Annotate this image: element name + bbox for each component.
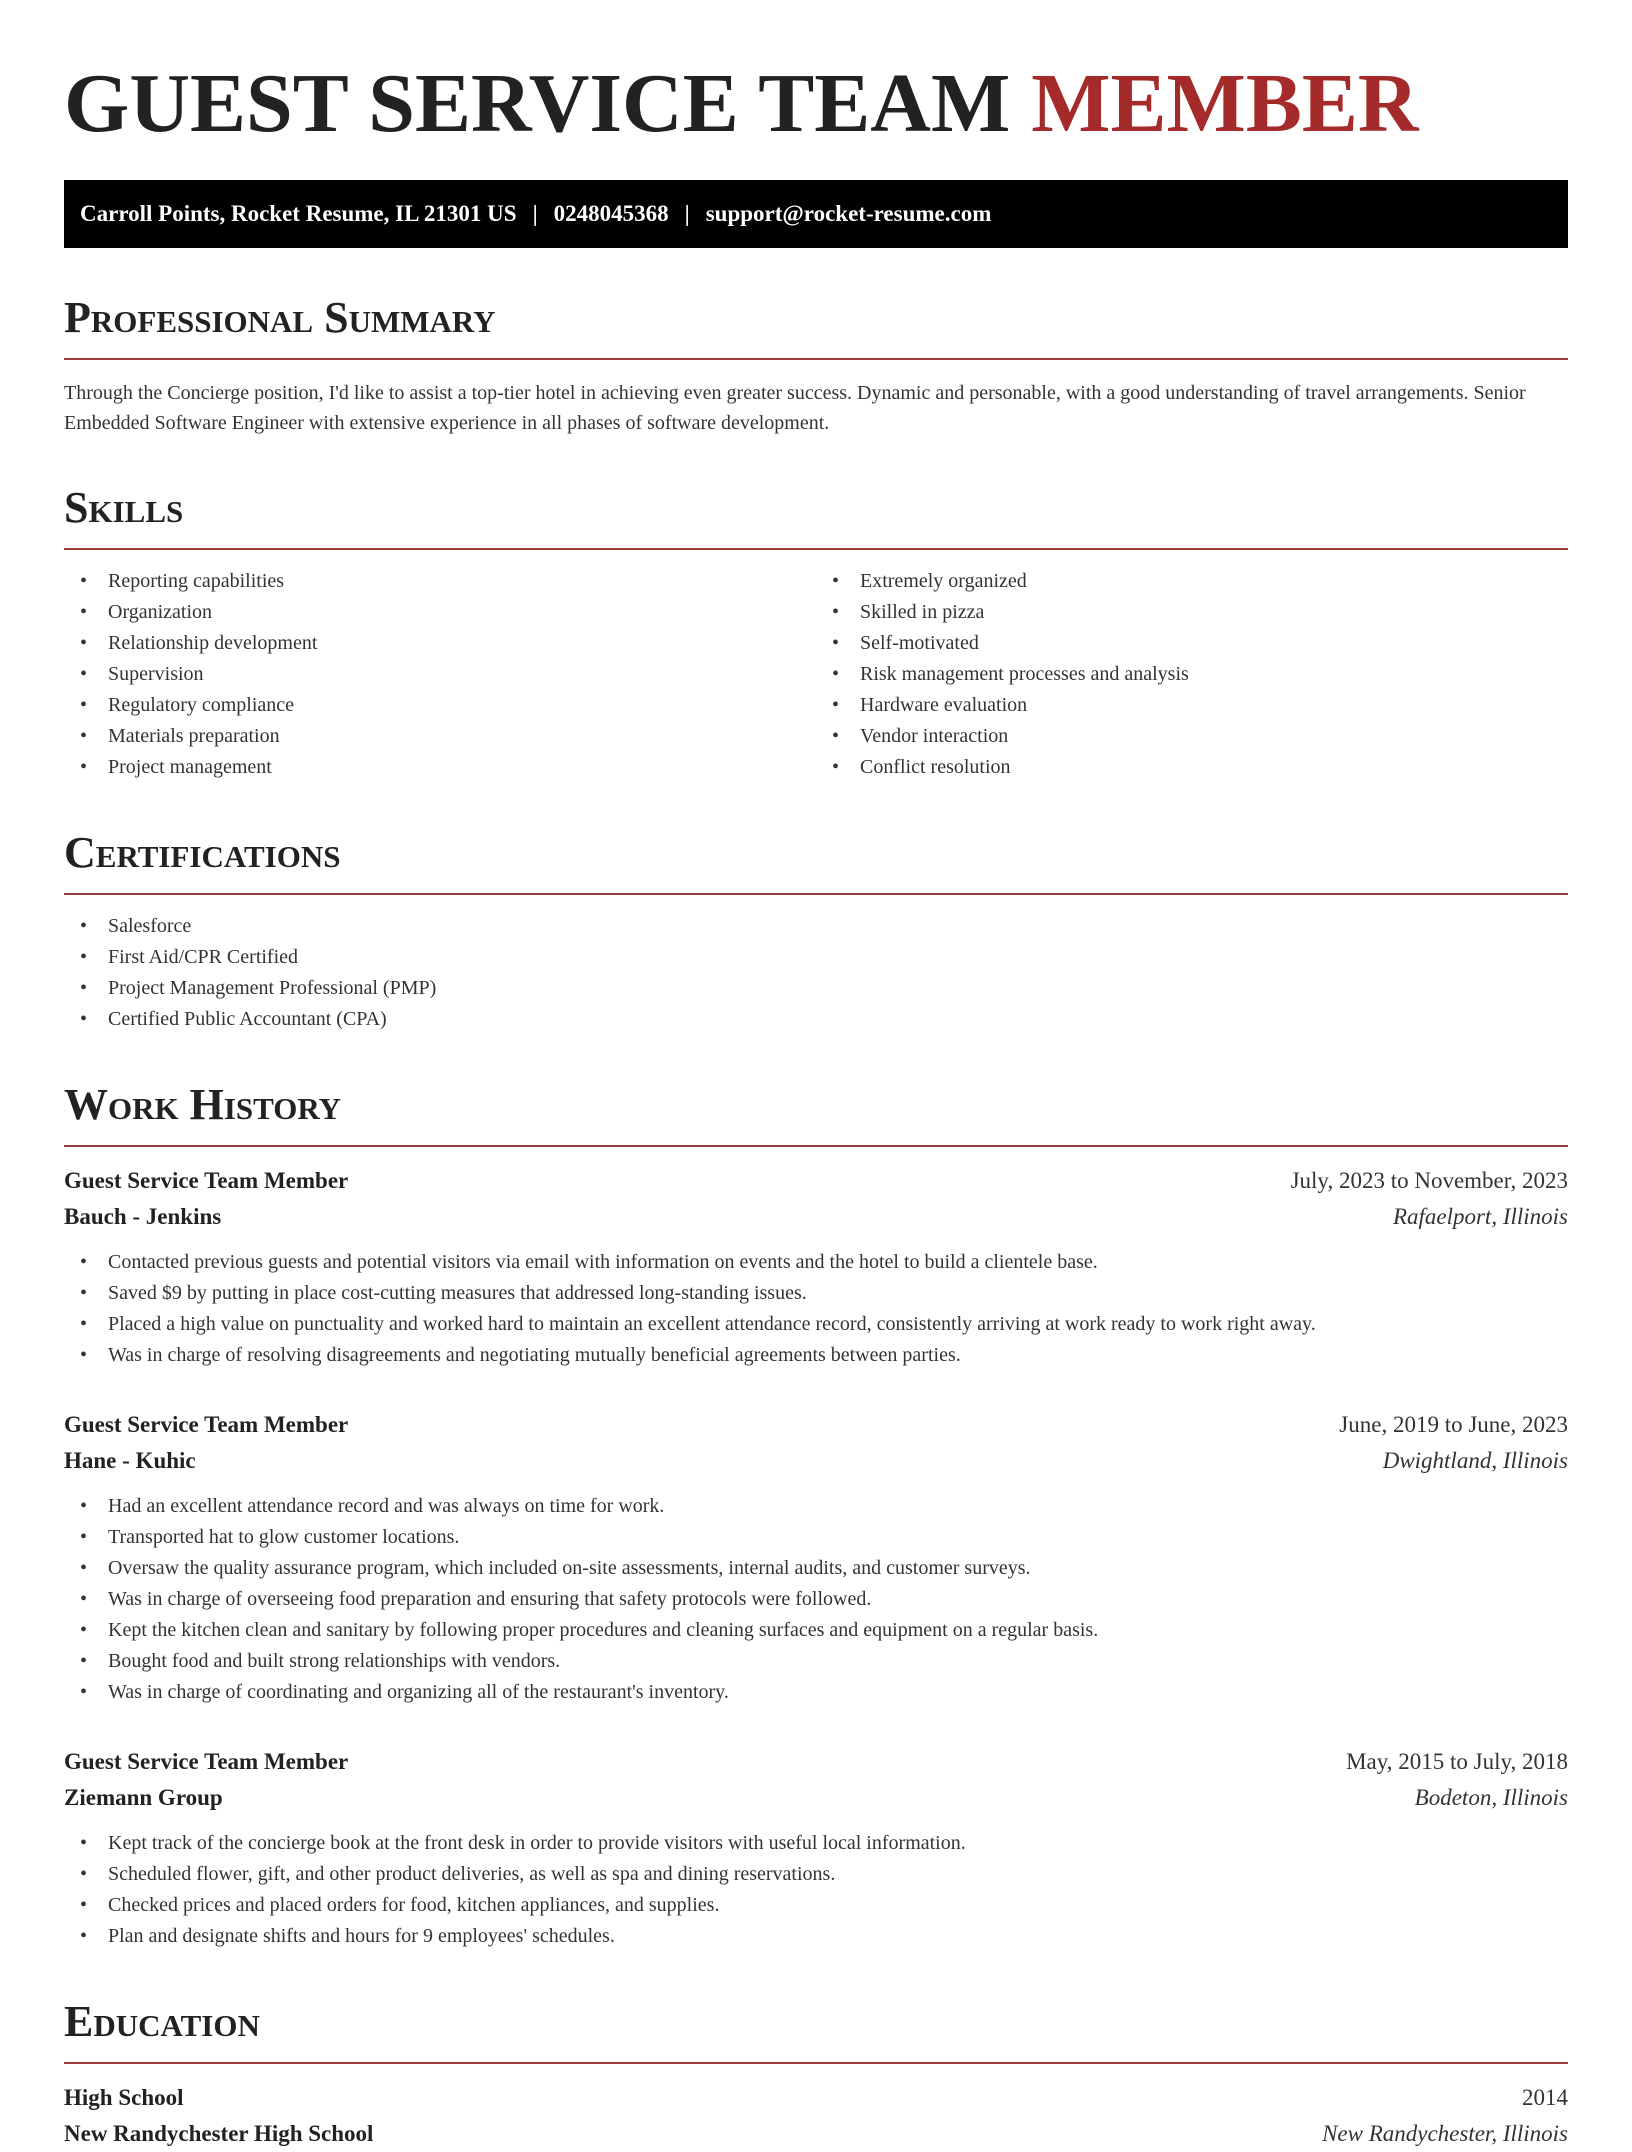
skills-heading: Skills — [64, 483, 184, 532]
summary-heading: Professional Summary — [64, 293, 496, 342]
resume-title — [64, 56, 1568, 152]
skill-item: • Supervision — [64, 659, 816, 690]
skill-item: • Relationship development — [64, 628, 816, 659]
job-duty: • Had an excellent attendance record and was always on time for work. — [64, 1491, 1568, 1522]
work-history-heading: Work History — [64, 1080, 342, 1129]
job-duty: • Saved $9 by putting in place cost-cutting measures that addressed long-standing issues. — [64, 1278, 1568, 1309]
section-divider — [64, 1145, 1568, 1147]
certification-item: • Project Management Professional (PMP) — [64, 973, 1568, 1004]
summary-section — [64, 292, 1568, 438]
job-duty: • Transported hat to glow customer locations. — [64, 1522, 1568, 1553]
job-location: Rafaelport, Illinois — [1392, 1204, 1568, 1229]
job-duties — [64, 1247, 1568, 1371]
job-duty: • Was in charge of resolving disagreements and negotiating mutually beneficial agreements between parties. — [64, 1340, 1568, 1371]
job-duty: • Contacted previous guests and potential visitors via email with information on events and the hotel to build a clientele base. — [64, 1247, 1568, 1278]
contact-separator: | — [684, 201, 690, 226]
section-divider — [64, 2062, 1568, 2064]
job-title: Guest Service Team Member — [64, 1412, 349, 1437]
skills-columns — [64, 566, 1568, 783]
job-entry — [64, 1163, 1568, 1371]
job-dates: July, 2023 to November, 2023 — [1290, 1168, 1568, 1193]
skill-item: • Extremely organized — [816, 566, 1568, 597]
certification-item: • Certified Public Accountant (CPA) — [64, 1004, 1568, 1035]
job-duty: • Scheduled flower, gift, and other product deliveries, as well as spa and dining reservations. — [64, 1859, 1568, 1890]
job-duty: • Was in charge of overseeing food preparation and ensuring that safety protocols were followed. — [64, 1584, 1568, 1615]
job-duty: • Was in charge of coordinating and organizing all of the restaurant's inventory. — [64, 1677, 1568, 1708]
education-heading: Education — [64, 1997, 260, 2046]
education-section — [64, 1996, 1568, 2152]
job-company: Bauch - Jenkins — [64, 1204, 222, 1229]
skill-item: • Reporting capabilities — [64, 566, 816, 597]
certification-item: • Salesforce — [64, 911, 1568, 942]
contact-bar — [64, 180, 1568, 248]
job-title: Guest Service Team Member — [64, 1749, 349, 1774]
certifications-list — [64, 911, 1568, 1035]
education-entry — [64, 2080, 1568, 2152]
job-dates: May, 2015 to July, 2018 — [1346, 1749, 1568, 1774]
job-duty: • Kept track of the concierge book at the front desk in order to provide visitors with useful local information. — [64, 1828, 1568, 1859]
job-duties — [64, 1491, 1568, 1708]
skill-item: • Regulatory compliance — [64, 690, 816, 721]
skills-list-left — [64, 566, 816, 783]
work-history-section — [64, 1079, 1568, 1952]
title-accent: MEMBER — [1031, 57, 1419, 150]
summary-text: Through the Concierge position, I'd like to assist a top-tier hotel in achieving even greater success. Dynamic and personable, with a good understanding of travel arrangements. Senior Embedded Software Engineer with extensive experience in all phases of software development. — [64, 382, 1526, 434]
job-duty: • Bought food and built strong relationships with vendors. — [64, 1646, 1568, 1677]
skill-item: • Conflict resolution — [816, 752, 1568, 783]
job-duty: • Placed a high value on punctuality and worked hard to maintain an excellent attendance record, consistently arriving at work ready to work right away. — [64, 1309, 1568, 1340]
skill-item: • Vendor interaction — [816, 721, 1568, 752]
job-duties — [64, 1828, 1568, 1952]
section-divider — [64, 893, 1568, 895]
job-entry — [64, 1407, 1568, 1708]
certifications-section — [64, 827, 1568, 1035]
contact-email: support@rocket-resume.com — [705, 201, 992, 226]
job-company: Hane - Kuhic — [64, 1448, 196, 1473]
education-year: 2014 — [1522, 2085, 1568, 2110]
skill-item: • Skilled in pizza — [816, 597, 1568, 628]
education-degree: High School — [64, 2085, 184, 2110]
skill-item: • Self-motivated — [816, 628, 1568, 659]
education-school: New Randychester High School — [64, 2121, 374, 2146]
contact-address: Carroll Points, Rocket Resume, IL 21301 US — [80, 201, 517, 226]
job-duty: • Oversaw the quality assurance program, which included on-site assessments, internal audits, and customer surveys. — [64, 1553, 1568, 1584]
skill-item: • Risk management processes and analysis — [816, 659, 1568, 690]
education-location: New Randychester, Illinois — [1322, 2121, 1568, 2146]
job-location: Dwightland, Illinois — [1382, 1448, 1568, 1473]
skills-section — [64, 482, 1568, 783]
skills-list-right — [816, 566, 1568, 783]
job-duty: • Checked prices and placed orders for food, kitchen appliances, and supplies. — [64, 1890, 1568, 1921]
skill-item: • Hardware evaluation — [816, 690, 1568, 721]
title-main: GUEST SERVICE TEAM — [64, 57, 1011, 150]
section-divider — [64, 548, 1568, 550]
skill-item: • Organization — [64, 597, 816, 628]
job-location: Bodeton, Illinois — [1414, 1785, 1568, 1810]
certifications-heading: Certifications — [64, 828, 341, 877]
skill-item: • Materials preparation — [64, 721, 816, 752]
job-dates: June, 2019 to June, 2023 — [1339, 1412, 1568, 1437]
skill-item: • Project management — [64, 752, 816, 783]
job-duty: • Kept the kitchen clean and sanitary by following proper procedures and cleaning surfaces and equipment on a regular basis. — [64, 1615, 1568, 1646]
job-company: Ziemann Group — [64, 1785, 223, 1810]
section-divider — [64, 358, 1568, 360]
job-duty: • Plan and designate shifts and hours for 9 employees' schedules. — [64, 1921, 1568, 1952]
certification-item: • First Aid/CPR Certified — [64, 942, 1568, 973]
job-entry — [64, 1744, 1568, 1952]
job-title: Guest Service Team Member — [64, 1168, 349, 1193]
contact-phone: 0248045368 — [553, 201, 669, 226]
contact-separator: | — [532, 201, 538, 226]
